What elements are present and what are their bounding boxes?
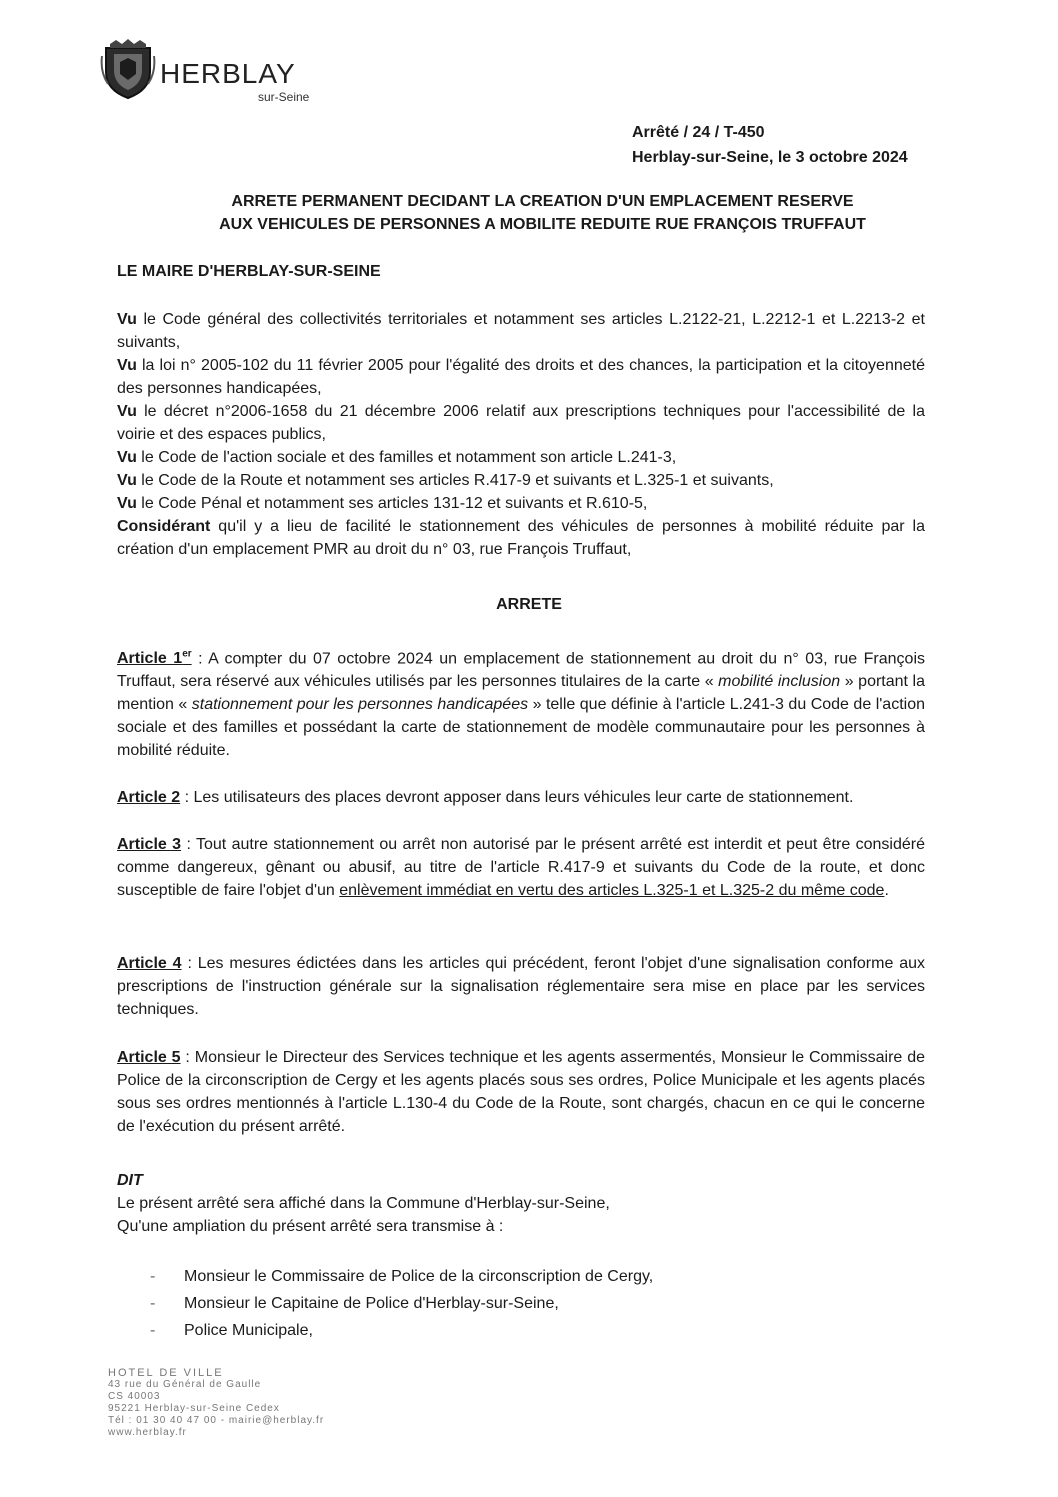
footer-website: www.herblay.fr [108, 1427, 187, 1438]
article-3: Article 3 : Tout autre stationnement ou arrêt non autorisé par le présent arrêté est interdit et peut être considéré comme dangereux, gênant ou abusif, au titre de l'article R.417-9 et suivants du Code de la route, et donc susceptible de faire l'objet d'un enlèvement immédiat en vertu des articles L.325-1 et L.325-2 du même code. [117, 836, 926, 899]
article-5-label: Article 5 [117, 1049, 181, 1066]
list-item: - Monsieur le Capitaine de Police d'Herblay-sur-Seine, [150, 1295, 559, 1312]
visa-item: Vu le Code Pénal et notamment ses articles 131-12 et suivants et R.610-5, [117, 495, 648, 512]
visa-item: Vu le décret n°2006-1658 du 21 décembre 2006 relatif aux prescriptions techniques pour l'accessibilité de la voirie et des espaces publics, [117, 403, 925, 443]
city-crest-icon [100, 38, 156, 100]
article-2: Article 2 : Les utilisateurs des places devront apposer dans leurs véhicules leur carte de stationnement. [117, 789, 854, 806]
list-item: - Police Municipale, [150, 1322, 313, 1339]
city-hall-footer [108, 1367, 324, 1439]
article-4-label: Article 4 [117, 955, 182, 972]
visas-section [117, 308, 925, 561]
logo-subtitle: sur-Seine [258, 90, 310, 104]
article-3-label: Article 3 [117, 836, 182, 853]
article-5: Article 5 : Monsieur le Directeur des Services technique et les agents assermentés, Monsieur le Commissaire de Police de la circonscription de Cergy et les agents placés sous ses ordres, Police Municipale et les agents placés sous ses ordres mentionnés à l'article L.130-4 du Code de la Route, sont chargés, chacun en ce qui le concerne de l'exécution du présent arrêté. [117, 1049, 925, 1135]
title-line-1: ARRETE PERMANENT DECIDANT LA CREATION D'UN EMPLACEMENT RESERVE [231, 193, 854, 210]
article-1: Article 1er : A compter du 07 octobre 2024 un emplacement de stationnement au droit du n° 03, rue François Truffaut, sera réservé aux véhicules utilisés par les personnes titulaires de la carte « mobilité inclusion » portant la mention « stationnement pour les personnes handicapées » telle que définie à l'article L.241-3 du Code de l'action sociale et des familles et possédant la carte de stationnement de modèle communautaire pour les personnes à mobilité réduite. [117, 649, 925, 760]
visa-item: Vu le Code de l'action sociale et des familles et notamment son article L.241-3, [117, 449, 677, 466]
logo-name: HERBLAY [160, 58, 296, 89]
title-line-2: AUX VEHICULES DE PERSONNES A MOBILITE REDUITE RUE FRANÇOIS TRUFFAUT [219, 216, 866, 233]
footer-address: 43 rue du Général de Gaulle [108, 1379, 262, 1390]
recipients-list [150, 1263, 653, 1344]
dit-line-2: Qu'une ampliation du présent arrêté sera transmise à : [117, 1218, 504, 1235]
mayor-heading: LE MAIRE D'HERBLAY-SUR-SEINE [117, 263, 381, 280]
footer-cs: CS 40003 [108, 1391, 161, 1402]
city-logo [100, 38, 330, 108]
dit-section [117, 1169, 925, 1238]
footer-city: 95221 Herblay-sur-Seine Cedex [108, 1403, 280, 1414]
footer-contact: Tél : 01 30 40 47 00 - mairie@herblay.fr [108, 1415, 325, 1426]
arrete-heading: ARRETE [496, 596, 562, 613]
list-item: - Monsieur le Commissaire de Police de la circonscription de Cergy, [150, 1268, 654, 1285]
article-4: Article 4 : Les mesures édictées dans les articles qui précédent, feront l'objet d'une signalisation conforme aux prescriptions de l'instruction générale sur la signalisation réglementaire sera mise en place par les services techniques. [117, 955, 926, 1018]
visa-item: Vu le Code général des collectivités territoriales et notamment ses articles L.2122-21, L.2212-1 et L.2213-2 et suivants, [117, 311, 925, 351]
decree-place-date: Herblay-sur-Seine, le 3 octobre 2024 [632, 149, 908, 166]
decree-reference [632, 120, 908, 170]
dit-line-1: Le présent arrêté sera affiché dans la Commune d'Herblay-sur-Seine, [117, 1195, 610, 1212]
considerant-item: Considérant qu'il y a lieu de facilité le stationnement des véhicules de personnes à mobilité réduite par la création d'un emplacement PMR au droit du n° 03, rue François Truffaut, [117, 518, 925, 558]
visa-item: Vu la loi n° 2005-102 du 11 février 2005 pour l'égalité des droits et des chances, la participation et la citoyenneté des personnes handicapées, [117, 357, 925, 397]
decree-title [120, 190, 965, 236]
footer-title: HOTEL DE VILLE [108, 1367, 224, 1379]
article-1-label: Article 1er [117, 649, 192, 668]
dit-heading: DIT [117, 1172, 143, 1189]
article-2-label: Article 2 [117, 789, 181, 806]
visa-item: Vu le Code de la Route et notamment ses articles R.417-9 et suivants et L.325-1 et suivants, [117, 472, 774, 489]
decree-number: Arrêté / 24 / T-450 [632, 124, 765, 141]
